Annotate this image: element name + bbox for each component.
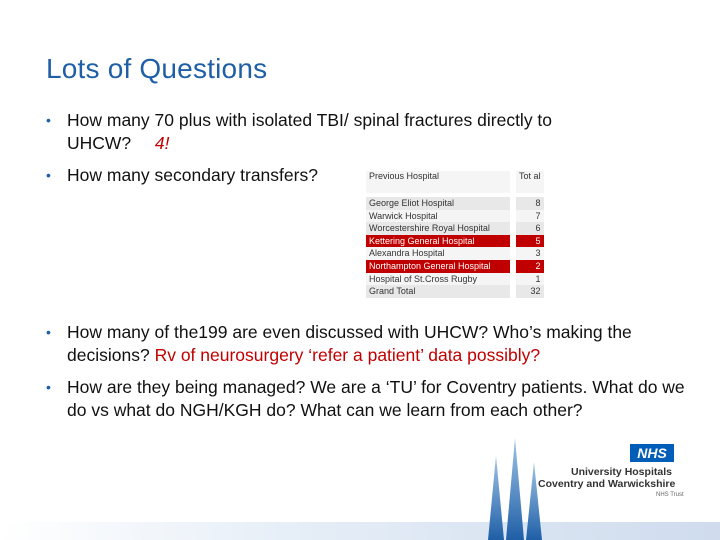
bullet-3-text: How many of the199 are even discussed with UHCW? Who’s making the decisions? (67, 322, 632, 365)
table-row: George Eliot Hospital 8 (366, 197, 544, 210)
table-row-highlighted: Kettering General Hospital 5 (366, 235, 544, 248)
bullet-4-text: How are they being managed? We are a ‘TU’ for Coventry patients. What do we do vs what do NGH/KGH do? What can we learn from each other? (67, 377, 685, 420)
bullet-3-highlight: Rv of neurosurgery ‘refer a patient’ data possibly? (154, 345, 541, 365)
bullet-management (46, 376, 696, 422)
table-row-grand-total: Grand Total 32 (366, 285, 544, 298)
table-row: Worcestershire Royal Hospital 6 (366, 222, 544, 235)
logo-coventry-warwickshire: Coventry and Warwickshire (538, 478, 676, 490)
table-row: Hospital of St.Cross Rugby 1 (366, 273, 544, 286)
logo-nhs-trust: NHS Trust (656, 492, 684, 498)
header-previous-hospital: Previous Hospital (366, 171, 513, 193)
bullet-dot: • (46, 379, 51, 395)
table-row: Warwick Hospital 7 (366, 210, 544, 223)
table-row: Alexandra Hospital 3 (366, 247, 544, 260)
slide-title: Lots of Questions (46, 53, 268, 84)
bullet-dot: • (46, 324, 51, 340)
bullet-discussed-with-uhcw (46, 321, 696, 367)
header-total: Tot al (513, 171, 544, 193)
bullet-1-line-1: How many 70 plus with isolated TBI/ spinal fractures directly to (67, 110, 553, 130)
bullet-secondary-transfers (46, 164, 366, 187)
bullet-dot: • (46, 112, 51, 128)
bullet-direct-transfers (46, 109, 666, 155)
table-header-row (366, 171, 544, 193)
transfers-table (366, 171, 544, 298)
table-row-highlighted: Northampton General Hospital 2 (366, 260, 544, 273)
nhs-trust-logo (478, 436, 718, 540)
bullet-2-text: How many secondary transfers? (67, 165, 318, 185)
nhs-badge: NHS (630, 444, 674, 462)
bullet-dot: • (46, 167, 51, 183)
logo-university-hospitals: University Hospitals (571, 466, 672, 478)
bullet-1-line-2: UHCW? (67, 133, 132, 153)
bullet-1-answer: 4! (154, 133, 170, 153)
